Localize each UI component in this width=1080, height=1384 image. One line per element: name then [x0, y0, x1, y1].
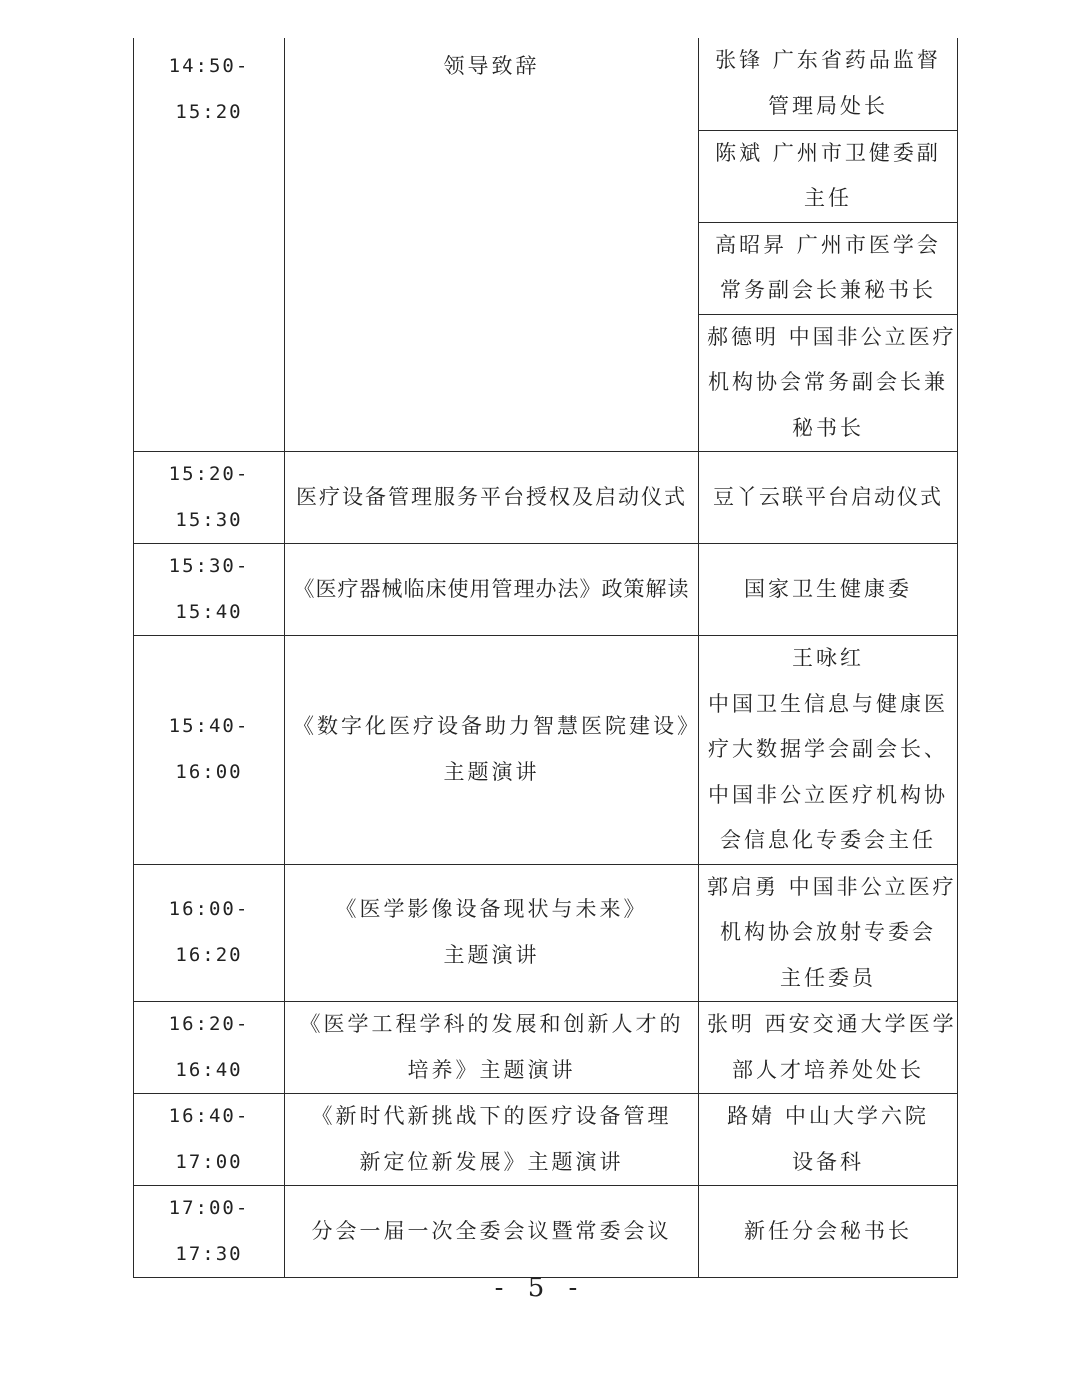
speaker-line: 新任分会秘书长 — [744, 1218, 912, 1243]
topic-line: 《新时代新挑战下的医疗设备管理 — [311, 1104, 672, 1128]
time-cell: 16:00-16:20 — [134, 864, 285, 1002]
speaker-line: 部人才培养处处长 — [732, 1057, 924, 1082]
topic-line: 领导致辞 — [443, 54, 540, 78]
topic-line: 《医学工程学科的发展和创新人才的 — [299, 1012, 684, 1036]
table-row — [134, 1002, 958, 1094]
speaker-line: 会信息化专委会主任 — [720, 828, 936, 852]
topic-line: 培养》主题演讲 — [407, 1057, 576, 1082]
topic-line: 分会一届一次全委会议暨常委会议 — [311, 1218, 672, 1243]
speaker-line: 秘书长 — [792, 415, 864, 440]
speaker-cell — [699, 130, 958, 222]
time-cell: 17:00-17:30 — [134, 1186, 285, 1278]
speaker-line: 郝德明 中国非公立医疗 — [707, 324, 957, 349]
speaker-cell — [699, 544, 958, 636]
speaker-cell — [699, 1094, 958, 1186]
topic-cell — [285, 1094, 699, 1186]
topic-cell — [285, 636, 699, 865]
speaker-cell — [699, 222, 958, 314]
time-cell: 15:30-15:40 — [134, 544, 285, 636]
speaker-line: 疗大数据学会副会长、 — [708, 737, 948, 761]
speaker-line: 张锋 广东省药品监督 — [715, 48, 941, 73]
speaker-cell — [699, 1186, 958, 1278]
speaker-cell — [699, 314, 958, 452]
speaker-line: 张明 西安交通大学医学 — [707, 1012, 957, 1036]
speaker-line: 陈斌 广州市卫健委副 — [715, 140, 941, 165]
topic-cell — [285, 544, 699, 636]
table-row — [134, 544, 958, 636]
topic-line: 主题演讲 — [443, 942, 540, 967]
speaker-line: 设备科 — [792, 1149, 864, 1174]
speaker-cell — [699, 636, 958, 865]
topic-line: 医疗设备管理服务平台授权及启动仪式 — [296, 484, 687, 509]
speaker-line: 中国卫生信息与健康医 — [708, 691, 948, 716]
time-cell: 15:40-16:00 — [134, 636, 285, 865]
table-row — [134, 38, 958, 130]
speaker-line: 中国非公立医疗机构协 — [708, 782, 948, 807]
speaker-line: 机构协会放射专委会 — [720, 920, 936, 944]
time-cell: 16:20-16:40 — [134, 1002, 285, 1094]
speaker-cell — [699, 1002, 958, 1094]
speaker-cell — [699, 452, 958, 544]
time-cell: 16:40-17:00 — [134, 1094, 285, 1186]
speaker-line: 郭启勇 中国非公立医疗 — [707, 874, 957, 899]
topic-line: 主题演讲 — [443, 759, 540, 784]
topic-line: 新定位新发展》主题演讲 — [359, 1149, 624, 1174]
topic-cell — [285, 864, 699, 1002]
table-row — [134, 452, 958, 544]
topic-line: 《数字化医疗设备助力智慧医院建设》 — [293, 714, 701, 739]
topic-cell — [285, 1002, 699, 1094]
speaker-cell — [699, 38, 958, 130]
speaker-line: 常务副会长兼秘书长 — [720, 278, 936, 302]
topic-line: 《医学影像设备现状与未来》 — [335, 897, 648, 922]
time-cell: 14:50-15:20 — [134, 38, 285, 452]
table-row — [134, 636, 958, 865]
table-row — [134, 1094, 958, 1186]
speaker-line: 国家卫生健康委 — [744, 576, 912, 601]
time-cell: 15:20-15:30 — [134, 452, 285, 544]
topic-line: 《医疗器械临床使用管理办法》政策解读 — [293, 576, 690, 601]
agenda-table — [133, 38, 958, 1278]
table-row — [134, 1186, 958, 1278]
topic-cell — [285, 452, 699, 544]
speaker-line: 主任委员 — [780, 965, 876, 990]
speaker-line: 王咏红 — [792, 646, 864, 670]
topic-cell — [285, 38, 699, 452]
speaker-line: 路婧 中山大学六院 — [727, 1104, 929, 1128]
speaker-line: 管理局处长 — [768, 93, 888, 118]
speaker-cell — [699, 864, 958, 1002]
speaker-line: 主任 — [804, 186, 852, 210]
speaker-line: 豆丫云联平台启动仪式 — [713, 484, 943, 509]
table-row — [134, 864, 958, 1002]
speaker-line: 机构协会常务副会长兼 — [708, 370, 948, 394]
topic-cell — [285, 1186, 699, 1278]
speaker-line: 高昭昇 广州市医学会 — [715, 232, 941, 257]
page-number: - 5 - — [494, 1273, 586, 1303]
